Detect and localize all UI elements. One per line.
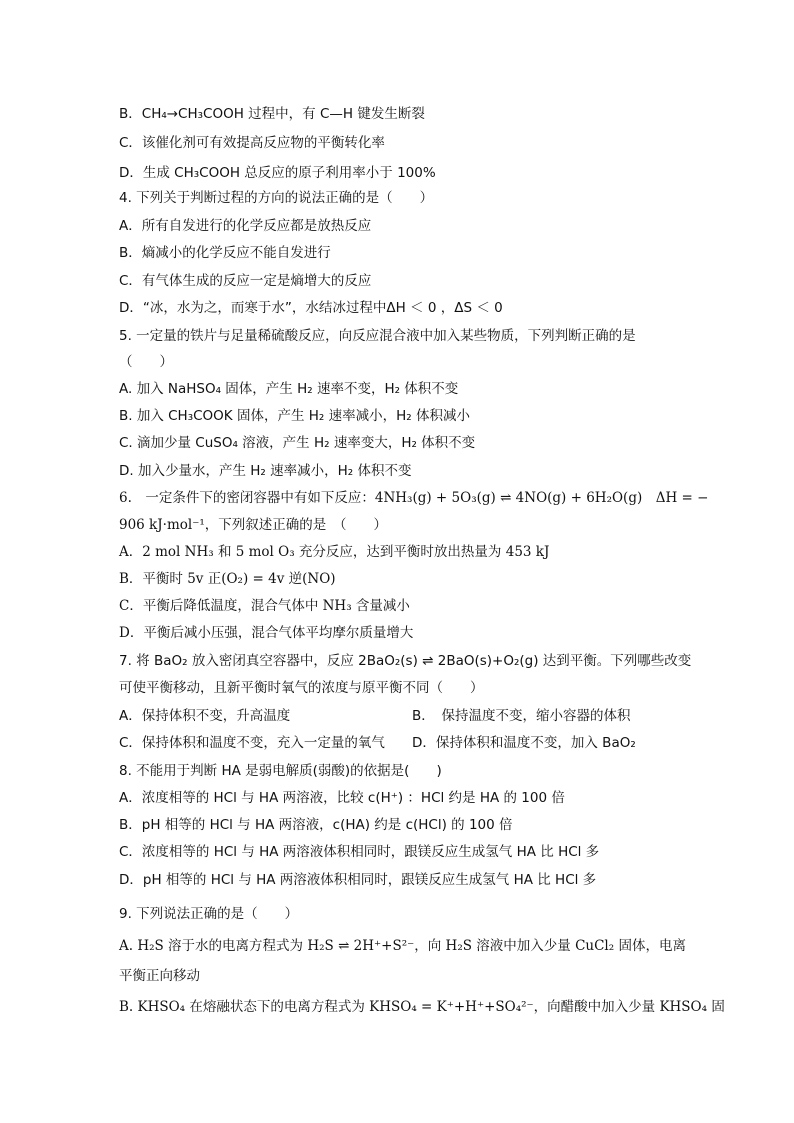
- q7-stem-cont: 可使平衡移动，且新平衡时氧气的浓度与原平衡不同（ ）: [119, 680, 484, 696]
- q9-option-a: A. H₂S 溶于水的电离方程式为 H₂S ⇌ 2H⁺+S²⁻，向 H₂S 溶液中加入少量 CuCl₂ 固体，电离: [119, 938, 686, 954]
- q8-option-b: B．pH 相等的 HCl 与 HA 两溶液，c(HA) 约是 c(HCl) 的 100 倍: [119, 817, 513, 833]
- q4-option-c: C．有气体生成的反应一定是熵增大的反应: [119, 273, 372, 289]
- q6-stem-cont: 906 kJ·mol⁻¹，下列叙述正确的是 （ ）: [119, 517, 387, 533]
- q7-option-d: D．保持体积和温度不变，加入 BaO₂: [412, 735, 636, 751]
- q8-stem: 8. 不能用于判断 HA 是弱电解质(弱酸)的依据是( ): [119, 763, 442, 779]
- q8-option-c: C．浓度相等的 HCl 与 HA 两溶液体积相同时，跟镁反应生成氢气 HA 比 HCl 多: [119, 844, 600, 860]
- q9-stem: 9. 下列说法正确的是（ ）: [119, 906, 299, 922]
- q5-stem: 5. 一定量的铁片与足量稀硫酸反应，向反应混合液中加入某些物质，下列判断正确的是: [119, 328, 636, 344]
- q7-stem: 7. 将 BaO₂ 放入密闭真空容器中，反应 2BaO₂(s) ⇌ 2BaO(s)+O₂(g) 达到平衡。下列哪些改变: [119, 653, 692, 669]
- q5-stem-paren: （ ）: [119, 354, 173, 370]
- q4-option-b: B．熵减小的化学反应不能自发进行: [119, 245, 331, 261]
- q8-option-a: A．浓度相等的 HCl 与 HA 两溶液，比较 c(H⁺) ：HCl 约是 HA 的 100 倍: [119, 790, 565, 806]
- q3-option-b: B．CH₄→CH₃COOH 过程中，有 C—H 键发生断裂: [119, 106, 425, 122]
- q6-option-a: A．2 mol NH₃ 和 5 mol O₃ 充分反应，达到平衡时放出热量为 453 kJ: [119, 544, 550, 560]
- q5-option-d: D. 加入少量水，产生 H₂ 速率减小，H₂ 体积不变: [119, 463, 412, 479]
- q6-option-c: C．平衡后降低温度，混合气体中 NH₃ 含量减小: [119, 598, 410, 614]
- q5-option-c: C. 滴加少量 CuSO₄ 溶液，产生 H₂ 速率变大，H₂ 体积不变: [119, 435, 476, 451]
- q7-options-row2: [119, 734, 679, 752]
- q6-option-d: D．平衡后减小压强，混合气体平均摩尔质量增大: [119, 625, 414, 641]
- q6-stem: 6. 一定条件下的密闭容器中有如下反应：4NH₃(g) + 5O₃(g) ⇌ 4NO(g) + 6H₂O(g) ΔH = −: [119, 490, 709, 506]
- q4-stem: 4. 下列关于判断过程的方向的说法正确的是（ ）: [119, 190, 434, 206]
- q8-option-d: D．pH 相等的 HCl 与 HA 两溶液体积相同时，跟镁反应生成氢气 HA 比 HCl 多: [119, 872, 597, 888]
- q4-option-d: D．“冰，水为之，而寒于水”，水结冰过程中ΔH ＜ 0 ，ΔS ＜ 0: [119, 300, 503, 316]
- q7-option-a: A．保持体积不变，升高温度: [119, 708, 291, 724]
- q3-option-d: D．生成 CH₃COOH 总反应的原子利用率小于 100%: [119, 165, 436, 181]
- q7-options-row1: [119, 707, 679, 725]
- q6-option-b: B．平衡时 5v 正(O₂) = 4v 逆(NO): [119, 571, 336, 587]
- q7-option-b: B． 保持温度不变，缩小容器的体积: [412, 708, 631, 724]
- q7-option-c: C．保持体积和温度不变，充入一定量的氧气: [119, 735, 385, 751]
- q9-option-a-cont: 平衡正向移动: [119, 968, 200, 984]
- q5-option-b: B. 加入 CH₃COOK 固体，产生 H₂ 速率减小，H₂ 体积减小: [119, 408, 470, 424]
- q5-option-a: A. 加入 NaHSO₄ 固体，产生 H₂ 速率不变，H₂ 体积不变: [119, 381, 459, 397]
- q3-option-c: C．该催化剂可有效提高反应物的平衡转化率: [119, 135, 385, 151]
- q9-option-b: B. KHSO₄ 在熔融状态下的电离方程式为 KHSO₄ = K⁺+H⁺+SO₄²⁻，向醋酸中加入少量 KHSO₄ 固: [119, 999, 725, 1015]
- q4-option-a: A．所有自发进行的化学反应都是放热反应: [119, 218, 372, 234]
